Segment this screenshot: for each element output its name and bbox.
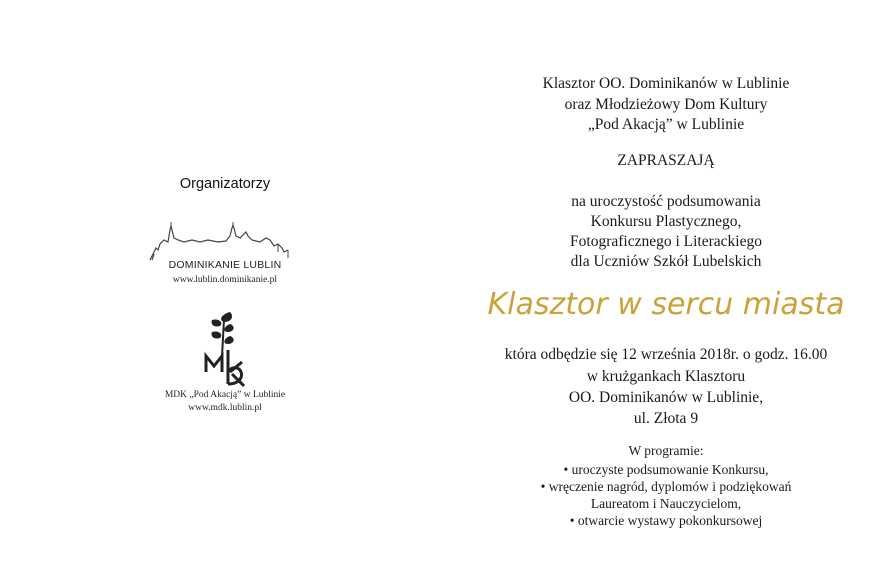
event-title-text: Klasztor w sercu miasta	[487, 287, 845, 322]
intro-line: na uroczystość podsumowania	[571, 193, 761, 210]
mdk-name: MDK „Pod Akacją” w Lublinie	[164, 390, 286, 400]
mdk-logo	[200, 310, 248, 388]
dominikanie-name: DOMINIKANIE LUBLIN	[168, 259, 282, 271]
monastery-skyline-icon	[148, 222, 308, 262]
details-line: OO. Dominikanów w Lublinie,	[568, 389, 764, 406]
intro-line: dla Uczniów Szkół Lubelskich	[570, 253, 762, 270]
details-line: w krużgankach Klasztoru	[586, 368, 746, 385]
invite-word: ZAPRASZAJĄ	[617, 152, 715, 169]
header-line: „Pod Akacją” w Lublinie	[587, 116, 745, 133]
program-item: • wręczenie nagród, dyplomów i podziękowań	[540, 479, 792, 494]
program-item: • otwarcie wystawy pokonkursowej	[569, 513, 763, 528]
dominikanie-url: www.lublin.dominikanie.pl	[172, 275, 278, 285]
intro-line: Konkursu Plastycznego,	[590, 213, 742, 230]
invitation-panel	[476, 0, 856, 585]
program-item: • uroczyste podsumowanie Konkursu,	[563, 462, 769, 477]
mdk-url: www.mdk.lublin.pl	[188, 403, 262, 413]
acacia-leaf-icon	[200, 310, 248, 388]
organizers-panel	[120, 0, 330, 585]
header-line: Klasztor OO. Dominikanów w Lublinie	[542, 75, 790, 92]
event-title-svg	[476, 282, 856, 328]
organizers-heading: Organizatorzy	[179, 176, 271, 192]
program-item: Laureatom i Nauczycielom,	[590, 496, 742, 511]
program-heading: W programie:	[628, 443, 704, 458]
intro-line: Fotograficznego i Literackiego	[570, 233, 762, 250]
event-title	[476, 282, 856, 328]
header-line: oraz Młodzieżowy Dom Kultury	[564, 96, 768, 113]
details-line: która odbędzie się 12 września 2018r. o godz. 16.00	[504, 346, 828, 363]
details-line: ul. Złota 9	[633, 410, 699, 427]
